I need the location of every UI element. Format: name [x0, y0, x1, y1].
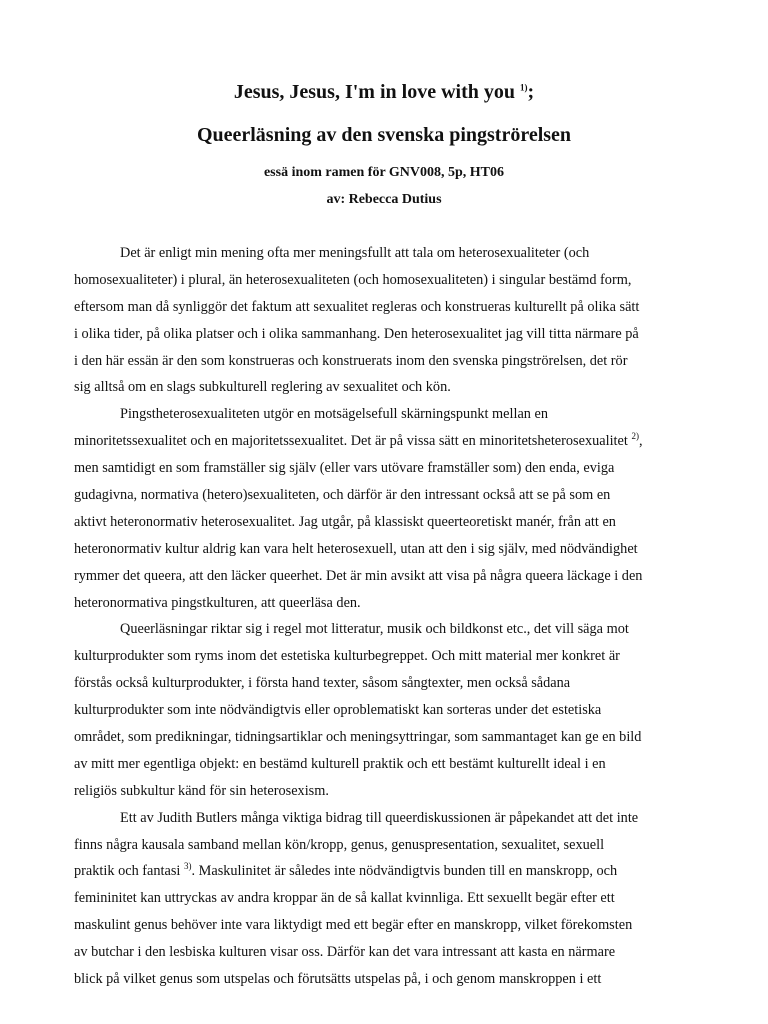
text-line: maskulint genus behöver inte vara liktydigt med ett begär efter en manskropp, vilket förekomsten — [74, 917, 633, 934]
text-line: i den här essän är den som konstrueras och konstruerats inom den svenska pingströrelsen, det rör — [74, 352, 628, 369]
text-line: rymmer det queera, att den läcker queerhet. Det är min avsikt att visa på några queera läckage i den — [74, 567, 643, 584]
text-line: heteronormativ kultur aldrig kan vara helt heterosexuell, utan att den i sig själv, med nödvändighet — [74, 540, 638, 557]
text-line: Ett av Judith Butlers många viktiga bidrag till queerdiskussionen är påpekandet att det inte — [120, 809, 639, 826]
title-text: Jesus, Jesus, I'm in love with you — [233, 81, 515, 103]
essay-body — [74, 240, 696, 993]
text-line: i olika tider, på olika platser och i olika sammanhang. Den heterosexualitet jag vill titta närmare på — [74, 325, 639, 342]
text-line: av butchar i den lesbiska kulturen visar oss. Därför kan det vara intressant att kasta en närmare — [74, 944, 616, 961]
text-line: Queerläsningar riktar sig i regel mot litteratur, musik och bildkonst etc., det vill säga mot — [120, 621, 629, 638]
text-line: av mitt mer egentliga objekt: en bestämd kulturell praktik och ett bestämt kulturellt ideal i en — [74, 755, 606, 772]
document-subtitle-main: Queerläsning av den svenska pingströrelsen — [196, 124, 572, 146]
footnote-ref[interactable]: 2) — [631, 431, 639, 442]
text-line: aktivt heteronormativ heterosexualitet. Jag utgår, på klassiskt queerteoretiskt manér, från att en — [74, 513, 616, 530]
course-info: essä inom ramen för GNV008, 5p, HT06 — [263, 165, 505, 180]
text-span: praktik och fantasi — [74, 863, 181, 880]
text-line: religiös subkultur känd för sin heterosexism. — [74, 782, 329, 799]
text-line: förstås också kulturprodukter, i första hand texter, såsom sångtexter, men också sådana — [74, 675, 571, 692]
author-line: av: Rebecca Dutius — [326, 192, 442, 207]
text-line: finns några kausala samband mellan kön/kropp, genus, genuspresentation, sexualitet, sexuell — [74, 836, 605, 853]
text-line: kulturprodukter som inte nödvändigtvis eller oproblematiskt kan sorteras under det estetiska — [74, 702, 602, 719]
text-span: . Maskulinitet är således inte nödvändigtvis bunden till en manskropp, och — [191, 863, 618, 880]
text-line: gudagivna, normativa (hetero)sexualiteten, och därför är den intressant också att se på som en — [74, 487, 611, 504]
document-title — [0, 80, 768, 104]
title-footnote-ref[interactable]: 1) — [519, 82, 528, 93]
text-line — [74, 858, 696, 885]
text-line: Pingstheterosexualiteten utgör en motsägelsefull skärningspunkt mellan en — [120, 406, 549, 423]
text-span: minoritetssexualitet och en majoritetssexualitet. Det är på vissa sätt en minoritetsheterosexualitet — [74, 433, 628, 450]
text-line: men samtidigt en som framställer sig själv (eller vars utövare framställer som) den enda, eviga — [74, 460, 615, 477]
text-line: kulturprodukter som ryms inom det estetiska kulturbegreppet. Och mitt material mer konkret är — [74, 648, 620, 665]
text-line: femininitet kan uttryckas av andra kroppar än de så kallat kvinnliga. Ett sexuellt begär efter ett — [74, 890, 615, 907]
text-line: Det är enligt min mening ofta mer meningsfullt att tala om heterosexualiteter (och — [120, 245, 590, 261]
text-line: eftersom man då synliggör det faktum att sexualitet regleras och konstrueras kulturellt på olika sätt — [74, 298, 640, 315]
footnote-ref[interactable]: 3) — [183, 861, 192, 872]
title-punctuation: ; — [527, 81, 535, 103]
text-span: , — [638, 433, 643, 450]
text-line: homosexualiteter) i plural, än heterosexualiteten (och homosexualiteten) i singular bestämd form, — [74, 271, 632, 288]
text-line — [74, 428, 696, 455]
text-line: sig alltså om en slags subkulturell reglering av sexualitet och kön. — [74, 379, 451, 396]
text-line: området, som predikningar, tidningsartiklar och meningsyttringar, som sammantaget kan ge en bild — [74, 729, 642, 746]
text-line: blick på vilket genus som utspelas och förutsätts utspelas på, i och genom manskroppen i ett — [74, 971, 602, 988]
text-line: heteronormativa pingstkulturen, att queerläsa den. — [74, 594, 361, 611]
